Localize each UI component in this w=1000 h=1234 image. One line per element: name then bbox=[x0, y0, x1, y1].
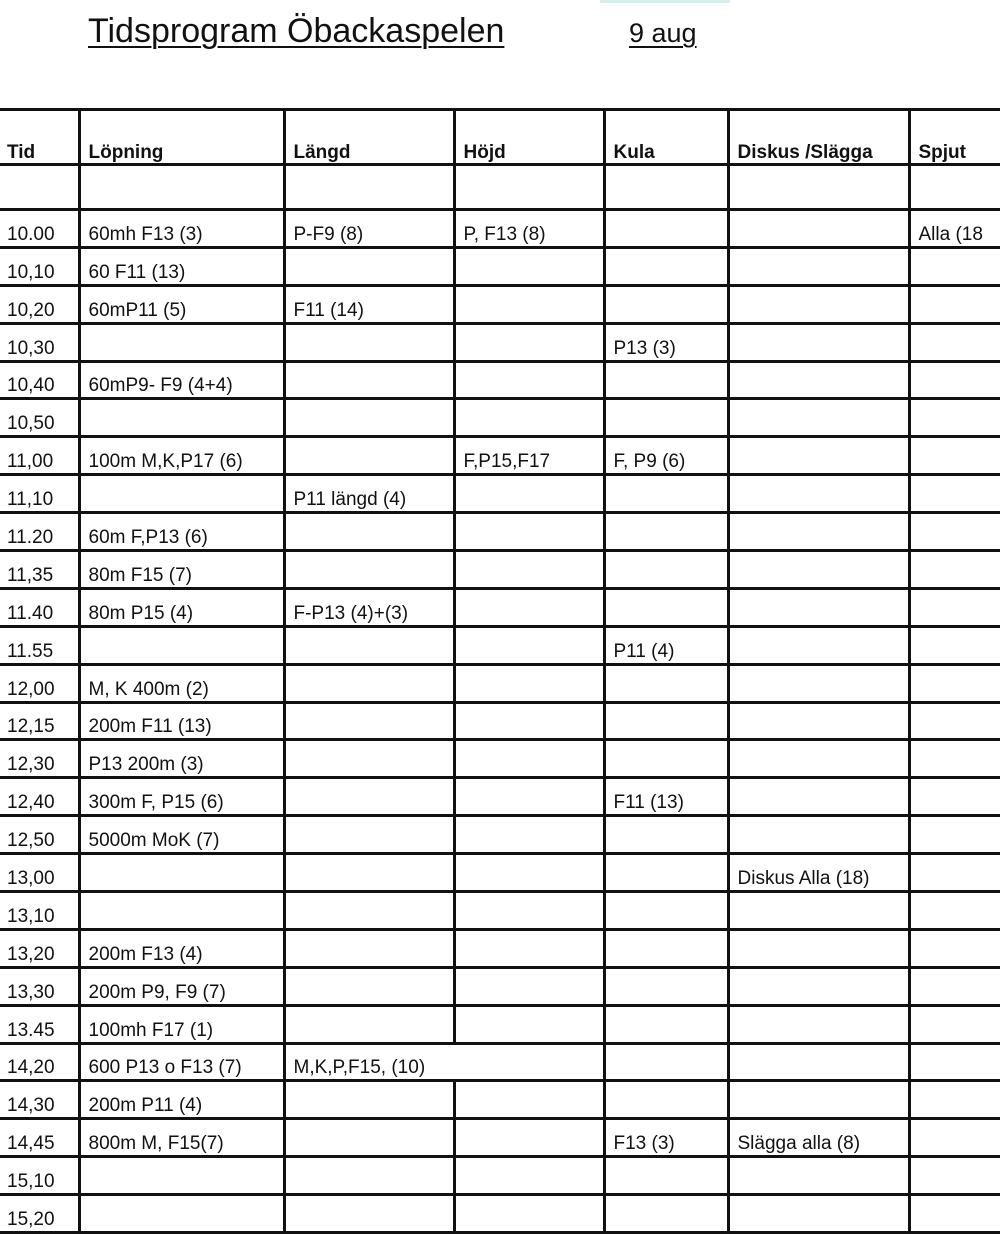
cell-high-jump bbox=[454, 1157, 604, 1195]
cell-discus-hammer bbox=[728, 740, 909, 778]
cell-shot-put bbox=[604, 1195, 728, 1233]
table-body bbox=[0, 165, 1000, 1233]
cell-long-jump bbox=[284, 247, 454, 285]
cell-time: 15,10 bbox=[0, 1157, 79, 1195]
cell-high-jump bbox=[454, 929, 604, 967]
cell-shot-put bbox=[604, 664, 728, 702]
cell-time: 10,50 bbox=[0, 399, 79, 437]
table-row bbox=[0, 1119, 1000, 1157]
cell-javelin bbox=[909, 626, 1000, 664]
cell-high-jump bbox=[454, 588, 604, 626]
cell-javelin bbox=[909, 247, 1000, 285]
cell-high-jump: F,P15,F17 bbox=[454, 437, 604, 475]
cell-shot-put bbox=[604, 588, 728, 626]
empty-cell bbox=[0, 165, 79, 210]
cell-high-jump bbox=[454, 475, 604, 513]
cell-running: 200m P11 (4) bbox=[79, 1081, 284, 1119]
cell-shot-put bbox=[604, 551, 728, 589]
column-header-running: Löpning bbox=[79, 110, 284, 165]
cell-high-jump bbox=[454, 551, 604, 589]
cell-shot-put bbox=[604, 740, 728, 778]
cell-time: 12,40 bbox=[0, 778, 79, 816]
cell-time: 11.55 bbox=[0, 626, 79, 664]
cell-shot-put bbox=[604, 247, 728, 285]
cell-time: 10,30 bbox=[0, 323, 79, 361]
cell-javelin bbox=[909, 1081, 1000, 1119]
table-row bbox=[0, 892, 1000, 930]
cell-running: 600 P13 o F13 (7) bbox=[79, 1043, 284, 1081]
cell-long-jump bbox=[284, 1081, 454, 1119]
cell-shot-put bbox=[604, 475, 728, 513]
cell-running: 80m P15 (4) bbox=[79, 588, 284, 626]
cell-high-jump bbox=[454, 1119, 604, 1157]
cell-discus-hammer bbox=[728, 702, 909, 740]
cell-high-jump bbox=[454, 285, 604, 323]
cell-shot-put bbox=[604, 1005, 728, 1043]
cell-long-jump bbox=[284, 1195, 454, 1233]
table-row bbox=[0, 740, 1000, 778]
cell-discus-hammer bbox=[728, 892, 909, 930]
cell-running bbox=[79, 854, 284, 892]
cell-shot-put: F13 (3) bbox=[604, 1119, 728, 1157]
cell-shot-put bbox=[604, 816, 728, 854]
cell-running: 300m F, P15 (6) bbox=[79, 778, 284, 816]
cell-high-jump: P, F13 (8) bbox=[454, 210, 604, 248]
cell-shot-put bbox=[604, 1081, 728, 1119]
cell-shot-put: F11 (13) bbox=[604, 778, 728, 816]
cell-discus-hammer bbox=[728, 551, 909, 589]
cell-javelin bbox=[909, 513, 1000, 551]
cell-high-jump bbox=[454, 892, 604, 930]
cell-running bbox=[79, 1195, 284, 1233]
cell-running bbox=[79, 626, 284, 664]
cell-long-jump bbox=[284, 1157, 454, 1195]
table-row bbox=[0, 816, 1000, 854]
cell-running: 60mP11 (5) bbox=[79, 285, 284, 323]
table-header-row bbox=[0, 110, 1000, 165]
table-row bbox=[0, 664, 1000, 702]
cell-time: 14,30 bbox=[0, 1081, 79, 1119]
cell-long-jump bbox=[284, 967, 454, 1005]
cell-shot-put bbox=[604, 513, 728, 551]
cell-discus-hammer bbox=[728, 1005, 909, 1043]
cell-javelin bbox=[909, 1195, 1000, 1233]
cell-discus-hammer: Slägga alla (8) bbox=[728, 1119, 909, 1157]
cell-running bbox=[79, 1157, 284, 1195]
page-date: 9 aug bbox=[629, 18, 697, 48]
top-tint-mark bbox=[600, 0, 730, 3]
cell-discus-hammer bbox=[728, 247, 909, 285]
cell-high-jump bbox=[454, 1195, 604, 1233]
cell-long-jump bbox=[284, 929, 454, 967]
cell-high-jump bbox=[454, 854, 604, 892]
cell-discus-hammer bbox=[728, 778, 909, 816]
empty-spacer-row bbox=[0, 165, 1000, 210]
page-title: Tidsprogram Öbackaspelen bbox=[88, 12, 505, 50]
cell-discus-hammer bbox=[728, 929, 909, 967]
cell-discus-hammer bbox=[728, 285, 909, 323]
table-row bbox=[0, 513, 1000, 551]
cell-javelin bbox=[909, 967, 1000, 1005]
cell-shot-put: F, P9 (6) bbox=[604, 437, 728, 475]
cell-discus-hammer bbox=[728, 399, 909, 437]
cell-long-jump bbox=[284, 816, 454, 854]
empty-cell bbox=[909, 165, 1000, 210]
cell-running bbox=[79, 399, 284, 437]
cell-time: 11,00 bbox=[0, 437, 79, 475]
cell-time: 10,20 bbox=[0, 285, 79, 323]
cell-high-jump bbox=[454, 816, 604, 854]
cell-high-jump bbox=[454, 778, 604, 816]
cell-long-jump bbox=[284, 399, 454, 437]
cell-long-jump bbox=[284, 702, 454, 740]
cell-long-jump: F-P13 (4)+(3) bbox=[284, 588, 454, 626]
cell-high-jump bbox=[454, 399, 604, 437]
cell-discus-hammer bbox=[728, 361, 909, 399]
column-header-shot-put: Kula bbox=[604, 110, 728, 165]
cell-discus-hammer bbox=[728, 1081, 909, 1119]
cell-javelin bbox=[909, 929, 1000, 967]
cell-javelin bbox=[909, 816, 1000, 854]
cell-discus-hammer bbox=[728, 437, 909, 475]
cell-long-jump bbox=[284, 437, 454, 475]
cell-shot-put: P11 (4) bbox=[604, 626, 728, 664]
cell-high-jump bbox=[454, 361, 604, 399]
empty-cell bbox=[284, 165, 454, 210]
table-row bbox=[0, 475, 1000, 513]
cell-long-jump bbox=[284, 778, 454, 816]
cell-time: 11,10 bbox=[0, 475, 79, 513]
cell-running bbox=[79, 475, 284, 513]
cell-time: 10,40 bbox=[0, 361, 79, 399]
cell-javelin bbox=[909, 588, 1000, 626]
cell-running bbox=[79, 892, 284, 930]
table-row bbox=[0, 399, 1000, 437]
table-row bbox=[0, 929, 1000, 967]
cell-long-jump: P-F9 (8) bbox=[284, 210, 454, 248]
cell-discus-hammer bbox=[728, 475, 909, 513]
cell-long-jump bbox=[284, 361, 454, 399]
table-row bbox=[0, 1043, 1000, 1081]
cell-javelin bbox=[909, 1005, 1000, 1043]
table-row bbox=[0, 323, 1000, 361]
cell-time: 10,10 bbox=[0, 247, 79, 285]
cell-time: 12,50 bbox=[0, 816, 79, 854]
cell-javelin bbox=[909, 702, 1000, 740]
cell-shot-put bbox=[604, 399, 728, 437]
cell-shot-put: P13 (3) bbox=[604, 323, 728, 361]
cell-shot-put bbox=[604, 892, 728, 930]
cell-long-jump bbox=[284, 323, 454, 361]
cell-discus-hammer bbox=[728, 513, 909, 551]
cell-javelin bbox=[909, 1119, 1000, 1157]
cell-shot-put bbox=[604, 210, 728, 248]
cell-shot-put bbox=[604, 1043, 728, 1081]
table-row bbox=[0, 1081, 1000, 1119]
cell-time: 13,00 bbox=[0, 854, 79, 892]
table-row bbox=[0, 588, 1000, 626]
table-row bbox=[0, 437, 1000, 475]
column-header-javelin: Spjut bbox=[909, 110, 1000, 165]
cell-javelin bbox=[909, 664, 1000, 702]
cell-high-jump bbox=[454, 513, 604, 551]
cell-high-jump bbox=[454, 626, 604, 664]
cell-long-jump bbox=[284, 513, 454, 551]
cell-long-jump bbox=[284, 892, 454, 930]
table-row bbox=[0, 551, 1000, 589]
cell-running: 5000m MoK (7) bbox=[79, 816, 284, 854]
schedule-table bbox=[0, 108, 1000, 1234]
column-header-high-jump: Höjd bbox=[454, 110, 604, 165]
cell-long-jump bbox=[284, 1119, 454, 1157]
cell-time: 15,20 bbox=[0, 1195, 79, 1233]
cell-running: 100m M,K,P17 (6) bbox=[79, 437, 284, 475]
cell-javelin: Alla (18 bbox=[909, 210, 1000, 248]
cell-running: 100mh F17 (1) bbox=[79, 1005, 284, 1043]
cell-time: 13.45 bbox=[0, 1005, 79, 1043]
table-row bbox=[0, 247, 1000, 285]
cell-shot-put bbox=[604, 967, 728, 1005]
table-row bbox=[0, 361, 1000, 399]
cell-shot-put bbox=[604, 1157, 728, 1195]
cell-high-jump bbox=[454, 1005, 604, 1043]
cell-high-jump bbox=[454, 323, 604, 361]
table-row bbox=[0, 778, 1000, 816]
cell-running: 60mh F13 (3) bbox=[79, 210, 284, 248]
table-row bbox=[0, 967, 1000, 1005]
column-header-discus-hammer: Diskus /Slägga bbox=[728, 110, 909, 165]
cell-javelin bbox=[909, 475, 1000, 513]
cell-javelin bbox=[909, 399, 1000, 437]
cell-long-jump bbox=[284, 664, 454, 702]
cell-time: 14,45 bbox=[0, 1119, 79, 1157]
cell-discus-hammer bbox=[728, 626, 909, 664]
table-row bbox=[0, 285, 1000, 323]
table-row bbox=[0, 626, 1000, 664]
table-row bbox=[0, 702, 1000, 740]
table-row bbox=[0, 1157, 1000, 1195]
cell-high-jump bbox=[454, 967, 604, 1005]
cell-shot-put bbox=[604, 361, 728, 399]
cell-discus-hammer bbox=[728, 664, 909, 702]
cell-time: 11,35 bbox=[0, 551, 79, 589]
cell-running: M, K 400m (2) bbox=[79, 664, 284, 702]
cell-javelin bbox=[909, 1043, 1000, 1081]
cell-javelin bbox=[909, 361, 1000, 399]
cell-time: 14,20 bbox=[0, 1043, 79, 1081]
cell-long-jump: F11 (14) bbox=[284, 285, 454, 323]
table-row bbox=[0, 1005, 1000, 1043]
cell-discus-hammer bbox=[728, 1043, 909, 1081]
cell-long-jump bbox=[284, 854, 454, 892]
cell-running: 200m F13 (4) bbox=[79, 929, 284, 967]
cell-discus-hammer bbox=[728, 210, 909, 248]
cell-discus-hammer bbox=[728, 816, 909, 854]
cell-time: 12,30 bbox=[0, 740, 79, 778]
cell-long-jump: P11 längd (4) bbox=[284, 475, 454, 513]
cell-javelin bbox=[909, 854, 1000, 892]
cell-high-jump bbox=[454, 740, 604, 778]
cell-running: 60mP9- F9 (4+4) bbox=[79, 361, 284, 399]
cell-high-jump bbox=[454, 702, 604, 740]
table-row bbox=[0, 1195, 1000, 1233]
cell-long-jump bbox=[284, 626, 454, 664]
cell-time: 13,20 bbox=[0, 929, 79, 967]
cell-discus-hammer bbox=[728, 588, 909, 626]
cell-shot-put bbox=[604, 285, 728, 323]
column-header-time: Tid bbox=[0, 110, 79, 165]
cell-running: 200m P9, F9 (7) bbox=[79, 967, 284, 1005]
cell-time: 12,15 bbox=[0, 702, 79, 740]
cell-running: 200m F11 (13) bbox=[79, 702, 284, 740]
cell-time: 11.20 bbox=[0, 513, 79, 551]
cell-running: P13 200m (3) bbox=[79, 740, 284, 778]
cell-high-jump bbox=[454, 247, 604, 285]
table-row bbox=[0, 210, 1000, 248]
cell-running: 60 F11 (13) bbox=[79, 247, 284, 285]
empty-cell bbox=[604, 165, 728, 210]
table-row bbox=[0, 854, 1000, 892]
cell-long-jump bbox=[284, 740, 454, 778]
cell-high-jump bbox=[454, 1081, 604, 1119]
empty-cell bbox=[79, 165, 284, 210]
cell-javelin bbox=[909, 285, 1000, 323]
cell-javelin bbox=[909, 892, 1000, 930]
cell-long-jump: M,K,P,F15, (10) bbox=[284, 1043, 604, 1081]
cell-javelin bbox=[909, 437, 1000, 475]
cell-discus-hammer bbox=[728, 967, 909, 1005]
empty-cell bbox=[454, 165, 604, 210]
cell-time: 13,30 bbox=[0, 967, 79, 1005]
cell-javelin bbox=[909, 323, 1000, 361]
cell-shot-put bbox=[604, 929, 728, 967]
cell-running bbox=[79, 323, 284, 361]
cell-time: 13,10 bbox=[0, 892, 79, 930]
cell-long-jump bbox=[284, 1005, 454, 1043]
cell-running: 60m F,P13 (6) bbox=[79, 513, 284, 551]
cell-javelin bbox=[909, 551, 1000, 589]
cell-javelin bbox=[909, 1157, 1000, 1195]
cell-shot-put bbox=[604, 854, 728, 892]
cell-time: 11.40 bbox=[0, 588, 79, 626]
cell-time: 12,00 bbox=[0, 664, 79, 702]
cell-running: 80m F15 (7) bbox=[79, 551, 284, 589]
cell-javelin bbox=[909, 740, 1000, 778]
cell-long-jump bbox=[284, 551, 454, 589]
cell-discus-hammer bbox=[728, 323, 909, 361]
cell-javelin bbox=[909, 778, 1000, 816]
cell-running: 800m M, F15(7) bbox=[79, 1119, 284, 1157]
cell-time: 10.00 bbox=[0, 210, 79, 248]
empty-cell bbox=[728, 165, 909, 210]
cell-discus-hammer: Diskus Alla (18) bbox=[728, 854, 909, 892]
cell-discus-hammer bbox=[728, 1195, 909, 1233]
column-header-long-jump: Längd bbox=[284, 110, 454, 165]
cell-high-jump bbox=[454, 664, 604, 702]
cell-discus-hammer bbox=[728, 1157, 909, 1195]
cell-shot-put bbox=[604, 702, 728, 740]
